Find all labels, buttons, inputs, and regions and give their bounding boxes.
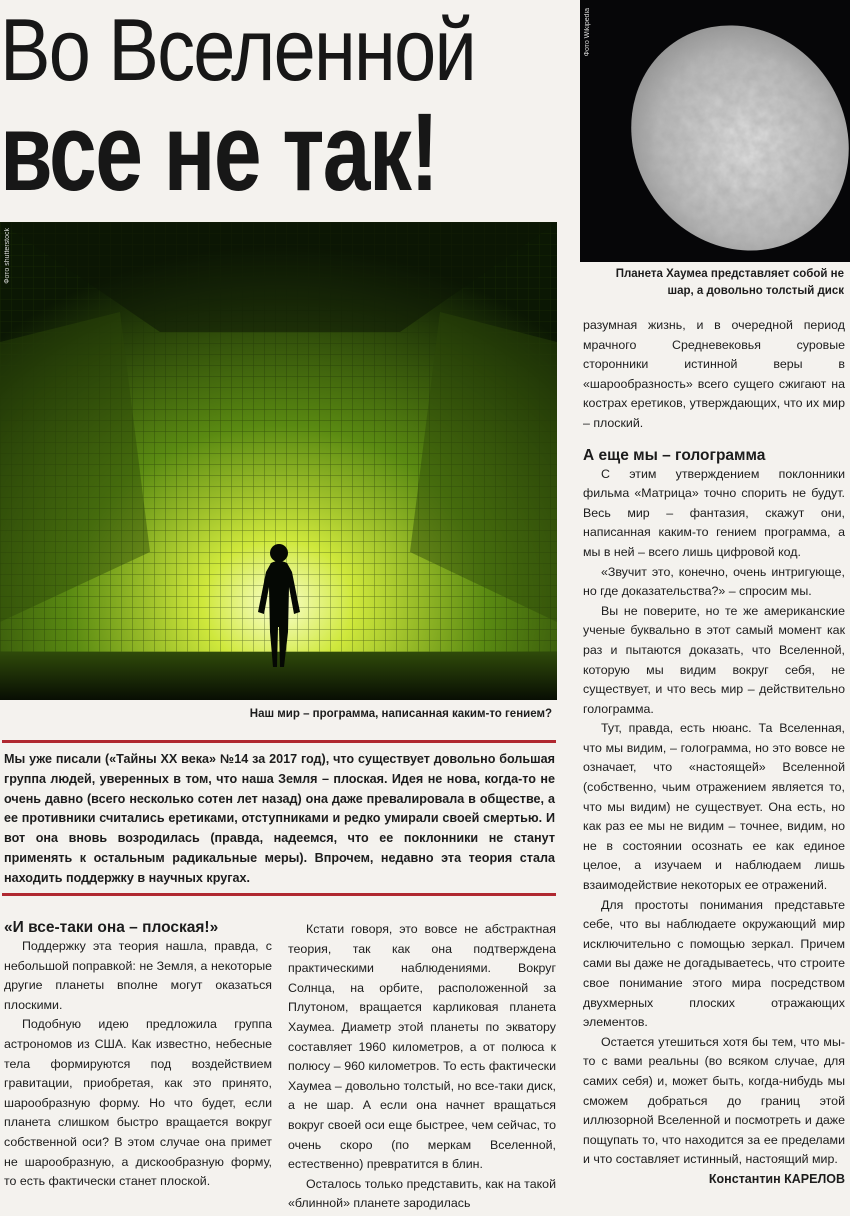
matrix-photo — [0, 222, 557, 700]
haumea-caption-line-1: Планета Хаумеа представляет собой не — [615, 268, 844, 280]
article-paragraph: «Звучит это, конечно, очень интригующе, но где доказательства?» – спросим мы. — [583, 564, 845, 599]
article-paragraph: Поддержку эта теория нашла, правда, с небольшой поправкой: не Земля, а некоторые другие планеты вполне могут оказаться плоскими. — [4, 939, 272, 1012]
haumea-caption — [586, 266, 844, 300]
lead-rule-bottom — [2, 893, 556, 896]
section-heading-hologram: А еще мы – голограмма — [583, 446, 766, 464]
haumea-planet-image — [580, 0, 850, 262]
article-column-1 — [4, 918, 272, 1192]
article-paragraph: Остается утешиться хотя бы тем, что мы-то с вами реальны (во всяком случае, для самих себя) и, может быть, когда-нибудь мы сможем добраться до границ этой иллюзорной Вселенной и посмотреть и даже пощупать то, что находится за ее пределами и что составляет истинный, настоящий мир. — [583, 1034, 845, 1167]
matrix-corridor-image — [0, 222, 557, 700]
headline-line-2: все не так! — [0, 91, 438, 214]
author-signature: Константин КАРЕЛОВ — [708, 1171, 845, 1186]
lead-paragraph: Мы уже писали («Тайны XX века» №14 за 2017 год), что существует довольно большая группа людей, уверенных в том, что наша Земля – плоская. Идея не нова, когда-то не очень давно (всего несколько сотен лет назад) она даже превалировала в обществе, а ее противники считались еретиками, отступниками и редко умирали своей смертью. И вот она вновь возродилась (правда, надеемся, что ее поклонники не станут применять к остальным радикальные меры). Впрочем, недавно эта теория стала находить поддержку в научных кругах. — [4, 752, 555, 885]
article-paragraph: С этим утверждением поклонники фильма «Матрица» точно спорить не будут. Весь мир – фантазия, скажут они, написанная каким-то гением программа, а мы в ней – всего лишь цифровой код. — [583, 466, 845, 559]
lead-rule-top — [2, 740, 556, 743]
article-paragraph: Для простоты понимания представьте себе, что вы наблюдаете окружающий мир исключительно с помощью зеркал. Причем сами вы даже не догадываетесь, что строите свое понимание этого мира посредством двухмерных плоских отражающих элементов. — [583, 897, 845, 1030]
article-paragraph: Осталось только представить, как на такой «блинной» планете зародилась — [288, 1176, 556, 1211]
matrix-caption: Наш мир – программа, написанная каким-то гением? — [249, 708, 552, 720]
matrix-photo-credit: Фото shutterstock — [4, 228, 11, 284]
article-paragraph: Тут, правда, есть нюанс. Та Вселенная, что мы видим, – голограмма, но это вовсе не означает, что «настоящей» Вселенной (собственно, чьим отражением является то, что мы видим) не существует. Она есть, но как раз ее мы не видим – точнее, видим, но не в состоянии осознать ее как единое целое, а изучаем и наблюдаем лишь взаимодействие некоторых ее отражений. — [583, 721, 845, 893]
haumea-photo-credit: Фото Wikipedia — [584, 8, 591, 57]
article-column-3 — [583, 316, 845, 1190]
article-column-2 — [288, 920, 556, 1214]
article-paragraph: Подобную идею предложила группа астрономов из США. Как известно, небесные тела формируются под воздействием гравитации, приобретая, как это принято, шарообразную форму. Но что будет, если планета слишком быстро вращается вокруг собственной оси? В этом случае она примет не шарообразную, а дискообразную форму, то есть фактически станет плоской. — [4, 1017, 272, 1189]
article-paragraph: Кстати говоря, это вовсе не абстрактная теория, так как она подтверждена практическими наблюдениями. Вокруг Солнца, на орбите, расположенной за Плутоном, вращается карликовая планета Хаумеа. Диаметр этой планеты по экватору составляет 1960 километров, а от полюса к полюсу – 960 километров. То есть фактически Хаумеа – довольно толстый, но все-таки диск, а не шар. А если она начнет вращаться вокруг своей оси еще быстрее, чем сейчас, то очень скоро (по меркам Вселенной, естественно) превратится в блин. — [288, 922, 556, 1172]
haumea-photo — [580, 0, 850, 262]
haumea-caption-line-2: шар, а довольно толстый диск — [667, 285, 844, 297]
headline-line-1: Во Вселенной — [0, 0, 476, 99]
article-paragraph: разумная жизнь, и в очередной период мрачного Средневековья суровые сторонники истинной веры в «шарообразность» всего сущего сжигают на кострах еретиков, утверждающих, что их мир – плоский. — [583, 318, 845, 430]
article-paragraph: Вы не поверите, но те же американские ученые буквально в этот самый момент как раз и пытаются доказать, что Вселенной, которую мы видим вокруг себя, не существует, и что весь мир – действительно голограмма. — [583, 603, 845, 716]
section-heading-flat: «И все-таки она – плоская!» — [4, 919, 219, 936]
